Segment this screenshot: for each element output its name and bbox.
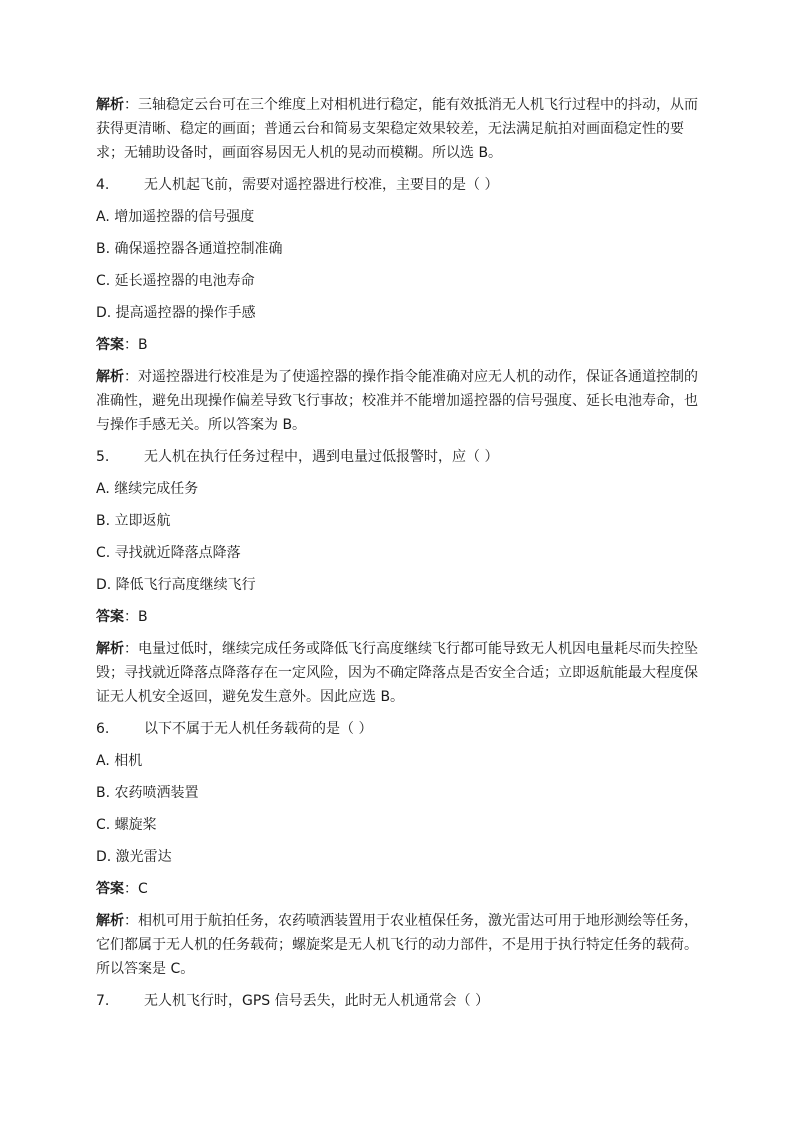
answer-value: C <box>138 881 148 897</box>
explanation-paragraph <box>96 365 702 437</box>
explanation-text: 三轴稳定云台可在三个维度上对相机进行稳定，能有效抵消无人机飞行过程中的抖动，从而获得更清晰、稳定的画面；普通云台和简易支架稳定效果较差，无法满足航拍对画面稳定性的要求；无辅助设备时，画面容易因无人机的晃动而模糊。所以选 B。 <box>96 97 698 161</box>
answer-option: D. 提高遥控器的操作手感 <box>96 305 256 321</box>
label-separator: ： <box>124 369 138 385</box>
question-number: 6. <box>96 721 110 737</box>
answer-option: A. 相机 <box>96 753 143 769</box>
answer-line <box>96 605 702 629</box>
answer-line <box>96 333 702 357</box>
answer-option: C. 螺旋桨 <box>96 817 157 833</box>
explanation-label: 解析 <box>96 641 124 657</box>
label-separator: ： <box>124 609 138 625</box>
explanation-text: 对遥控器进行校准是为了使遥控器的操作指令能准确对应无人机的动作，保证各通道控制的准确性，避免出现操作偏差导致飞行事故；校准并不能增加遥控器的信号强度、延长电池寿命，也与操作手感无关。所以答案为 B。 <box>96 369 698 433</box>
answer-label: 答案 <box>96 881 124 897</box>
label-separator: ： <box>124 337 138 353</box>
answer-value: B <box>138 337 148 353</box>
question-number: 4. <box>96 177 110 193</box>
label-separator: ： <box>124 97 138 113</box>
answer-option: D. 激光雷达 <box>96 849 172 865</box>
answer-label: 答案 <box>96 337 124 353</box>
answer-option: B. 农药喷洒装置 <box>96 785 199 801</box>
answer-value: B <box>138 609 148 625</box>
explanation-label: 解析 <box>96 369 124 385</box>
explanation-paragraph <box>96 637 702 709</box>
label-separator: ： <box>124 881 138 897</box>
question-text: 以下不属于无人机任务载荷的是（ ） <box>144 721 373 737</box>
answer-label: 答案 <box>96 609 124 625</box>
answer-option: B. 确保遥控器各通道控制准确 <box>96 241 283 257</box>
question-stem <box>96 989 702 1013</box>
question-number: 7. <box>96 993 110 1009</box>
question-stem <box>96 445 702 469</box>
label-separator: ： <box>124 641 138 657</box>
answer-option: A. 继续完成任务 <box>96 481 199 497</box>
explanation-text: 电量过低时，继续完成任务或降低飞行高度继续飞行都可能导致无人机因电量耗尽而失控坠毁；寻找就近降落点降落存在一定风险，因为不确定降落点是否安全合适；立即返航能最大程度保证无人机安全返回，避免发生意外。因此应选 B。 <box>96 641 698 705</box>
explanation-label: 解析 <box>96 97 124 113</box>
answer-line <box>96 877 702 901</box>
answer-option: C. 延长遥控器的电池寿命 <box>96 273 255 289</box>
answer-option: B. 立即返航 <box>96 513 171 529</box>
question-stem <box>96 173 702 197</box>
label-separator: ： <box>124 913 138 929</box>
explanation-label: 解析 <box>96 913 124 929</box>
explanation-paragraph <box>96 93 702 165</box>
question-text: 无人机在执行任务过程中，遇到电量过低报警时，应（ ） <box>144 449 499 465</box>
document-page <box>96 93 702 1021</box>
question-text: 无人机起飞前，需要对遥控器进行校准，主要目的是（ ） <box>144 177 499 193</box>
answer-option: D. 降低飞行高度继续飞行 <box>96 577 256 593</box>
answer-option: A. 增加遥控器的信号强度 <box>96 209 255 225</box>
explanation-paragraph <box>96 909 702 981</box>
explanation-text: 相机可用于航拍任务，农药喷洒装置用于农业植保任务，激光雷达可用于地形测绘等任务，它们都属于无人机的任务载荷；螺旋桨是无人机飞行的动力部件，不是用于执行特定任务的载荷。所以答案是 C。 <box>96 913 698 977</box>
answer-option: C. 寻找就近降落点降落 <box>96 545 241 561</box>
question-number: 5. <box>96 449 110 465</box>
question-stem <box>96 717 702 741</box>
question-text: 无人机飞行时，GPS 信号丢失，此时无人机通常会（ ） <box>144 993 490 1009</box>
